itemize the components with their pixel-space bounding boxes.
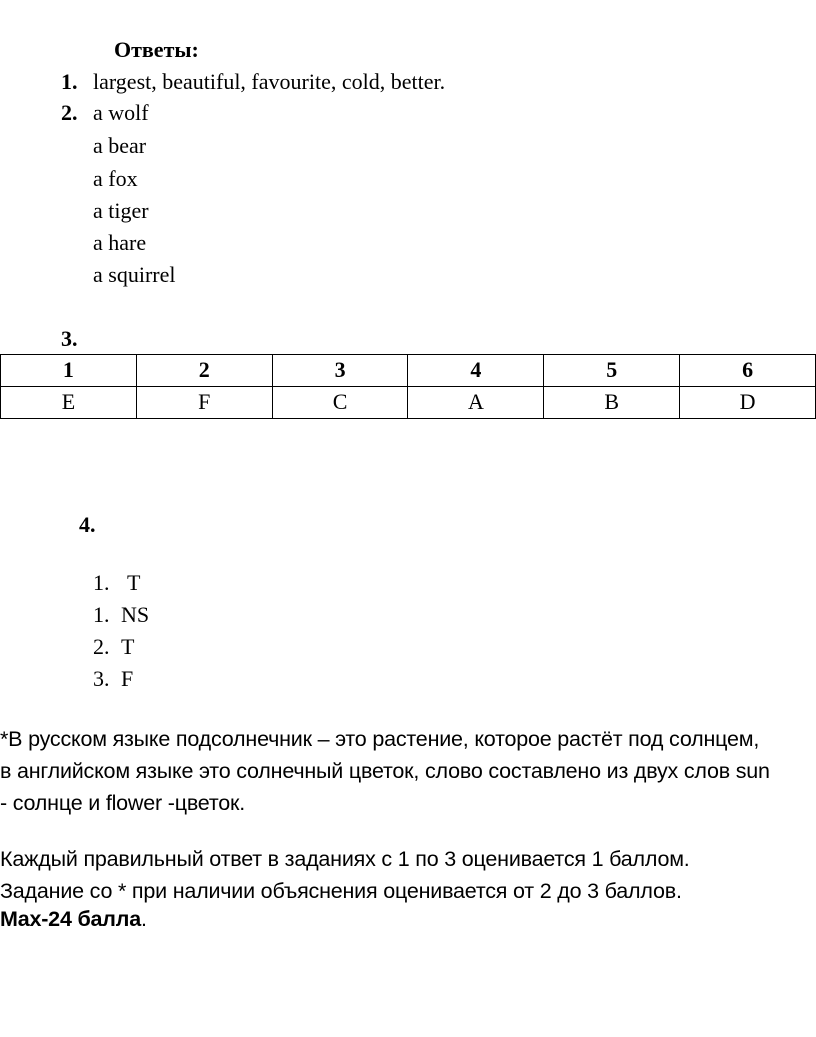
scoring-line: Задание со * при наличии объяснения оценивается от 2 до 3 баллов. [0, 879, 682, 903]
table-cell: C [272, 387, 408, 419]
list-item [93, 666, 133, 692]
list-item-number: 1. [93, 602, 110, 627]
max-score-suffix: . [140, 907, 147, 931]
table-header-cell: 6 [680, 355, 816, 387]
task-2-item: a wolf [93, 100, 149, 125]
table-cell: B [544, 387, 680, 419]
table-header-cell: 3 [272, 355, 408, 387]
list-item [93, 634, 134, 660]
table-header-cell: 5 [544, 355, 680, 387]
task-1 [61, 69, 445, 95]
task-3-number: 3. [61, 326, 78, 351]
explanation-line: - солнце и flower -цветок. [0, 791, 245, 815]
list-item-number: 2. [93, 634, 110, 659]
task-2-item: a hare [93, 230, 147, 255]
task-2-number: 2. [61, 100, 78, 125]
table-cell: F [136, 387, 272, 419]
max-score-label: Max-24 балла [0, 907, 141, 931]
list-item-value: NS [121, 602, 150, 627]
task-1-number: 1. [61, 69, 78, 94]
list-item-value: T [121, 634, 135, 659]
task-4-number: 4. [79, 512, 96, 537]
table-cell: A [408, 387, 544, 419]
table-cell: D [680, 387, 816, 419]
table-header-cell: 4 [408, 355, 544, 387]
table-header-cell: 2 [136, 355, 272, 387]
task-2-item: a bear [93, 133, 147, 158]
explanation-line: в английском языке это солнечный цветок, слово составлено из двух слов sun [0, 759, 770, 783]
list-item-number: 1. [93, 570, 110, 595]
table-header-cell: 1 [1, 355, 137, 387]
scoring-line: Каждый правильный ответ в заданиях с 1 по 3 оценивается 1 баллом. [0, 847, 690, 871]
table-cell: E [1, 387, 137, 419]
list-item [93, 602, 149, 628]
task-1-answer: largest, beautiful, favourite, cold, better. [93, 69, 446, 94]
task-2-item: a tiger [93, 198, 149, 223]
task-2-item: a fox [93, 166, 138, 191]
table-header-row [1, 355, 816, 387]
task-2 [61, 100, 149, 126]
page-title: Ответы: [114, 37, 199, 62]
list-item-value: F [121, 666, 134, 691]
table-row [1, 387, 816, 419]
max-score [0, 907, 816, 933]
task-2-item: a squirrel [93, 262, 176, 287]
list-item-number: 3. [93, 666, 110, 691]
list-item [93, 570, 140, 596]
explanation-line: *В русском языке подсолнечник – это растение, которое растёт под солнцем, [0, 727, 760, 751]
task-3-answer-table [0, 354, 816, 419]
list-item-value: T [127, 570, 141, 595]
